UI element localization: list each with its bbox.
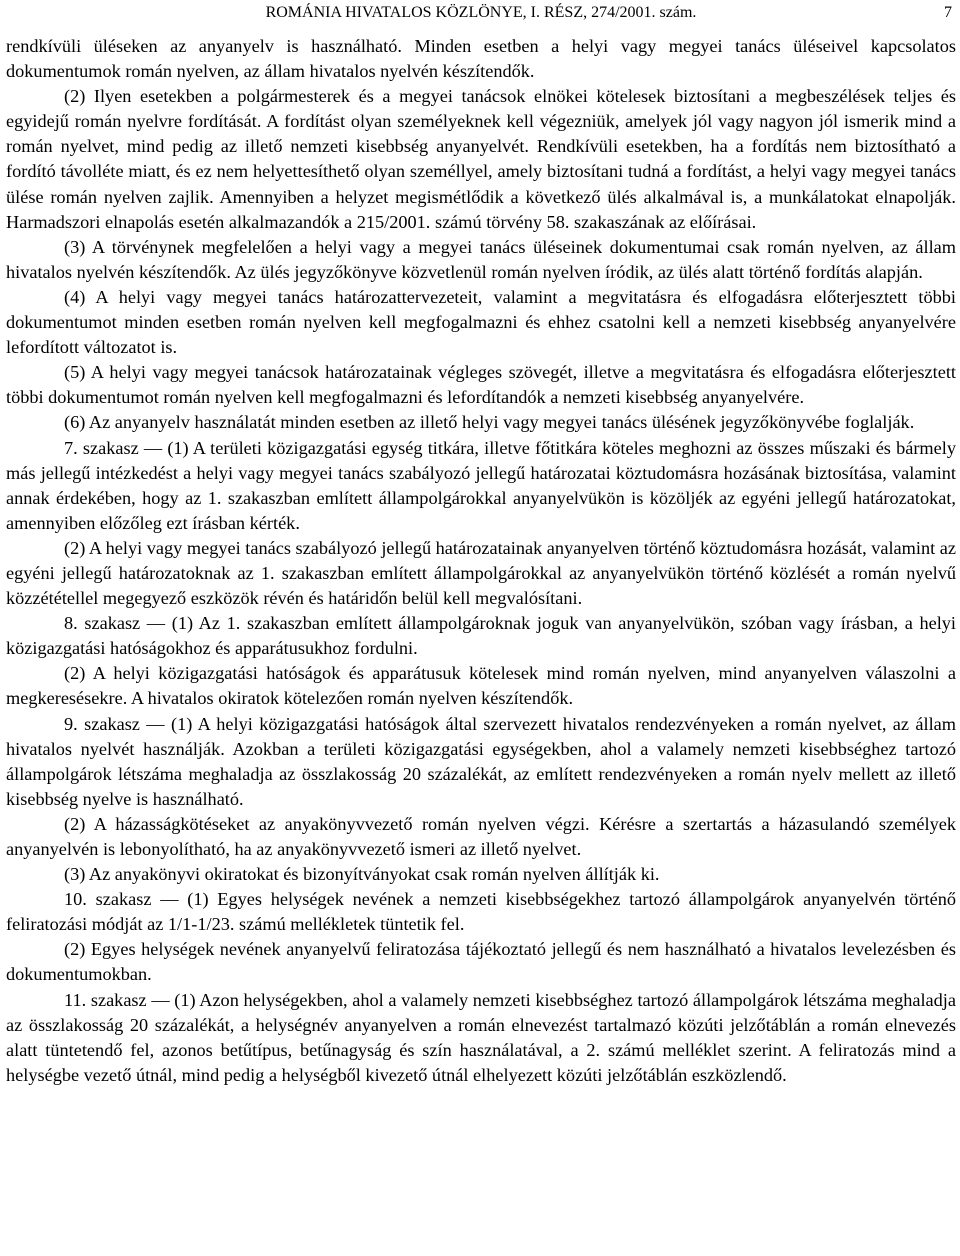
section-9-paragraph-1: 9. szakasz — (1) A helyi közigazgatási hatóságok által szervezett hivatalos rendezvényeken a román nyelvet, az állam hivatalos nyelvét használják. Azokban a területi közigazgatási egységekben, ahol a valamely nemzeti kisebbséghez tartozó állampolgárok létszáma meghaladja az összlakosság 20 százalékát, az említett rendezvényeken a román nyelv mellett az illető kisebbség nyelve is használható. (6, 713, 956, 809)
section-10-paragraph-2: (2) Egyes helységek nevének anyanyelvű feliratozása tájékoztató jellegű és nem használható a hivatalos levelezésben és dokumentumokban. (6, 939, 956, 985)
section-10-paragraph-1: 10. szakasz — (1) Egyes helységek nevének a nemzeti kisebbségekhez tartozó állampolgárok anyanyelvén történő feliratozási módját az 1/1-1/23. számú mellékletek tüntetik fel. (6, 889, 956, 935)
section-7-paragraph-2: (2) A helyi vagy megyei tanács szabályozó jellegű határozatainak anyanyelven történő köztudomásra hozását, valamint az egyéni jellegű határozatoknak az 1. szakaszban említett állampolgárokkal az anyanyelvükön történő közlését a román nyelvű közzététellel megegyező eszközök révén és határidőn belül kell megvalósítani. (6, 537, 956, 609)
paragraph-6-2: (2) Ilyen esetekben a polgármesterek és a megyei tanácsok elnökei kötelesek biztosítani a megbeszélések teljes és egyidejű román nyelvre fordítását. A fordítást olyan személyeknek kell végezniük, amelyek jól vagy nagyon jól ismerik mind a román nyelvet, mind pedig az illető nemzeti kisebbség anyanyelvét. Rendkívüli esetekben, ha a fordítás nem biztosítható a fordító távolléte miatt, és ez nem helyettesíthető olyan személlyel, amely biztosítani tudná a fordítást, a helyi vagy megyei tanács ülése román nyelven zajlik. Amennyiben a helyzet megismétlődik a következő ülés alkalmával is, a munkálatokat elnapolják. Harmadszori elnapolás esetén alkalmazandók a 215/2001. számú törvény 58. szakaszának az előírásai. (6, 86, 956, 232)
section-8-paragraph-1: 8. szakasz — (1) Az 1. szakaszban említett állampolgároknak joguk van anyanyelvükön, szóban vagy írásban, a helyi közigazgatási hatóságokhoz és apparátusukhoz fordulni. (6, 613, 956, 659)
header-title: ROMÁNIA HIVATALOS KÖZLÖNYE, I. RÉSZ, 274/2001. szám. (265, 4, 697, 21)
body-text (6, 34, 956, 1088)
section-7-paragraph-1: 7. szakasz — (1) A területi közigazgatási egység titkára, illetve főtitkára köteles meghozni az összes műszaki és bármely más jellegű intézkedést a helyi vagy megyei tanács szabályozó jellegű határozatai köztudomásra hozásának biztosítása, valamint annak érdekében, hogy az 1. szakaszban említett állampolgárokkal anyanyelvükön is közöljék az egyéni jellegű határozatokat, amennyiben előzőleg ezt írásban kérték. (6, 437, 956, 533)
paragraph-6-4: (4) A helyi vagy megyei tanács határozattervezeteit, valamint a megvitatásra és elfogadásra előterjesztett többi dokumentumot minden esetben román nyelven kell megfogalmazni és ehhez csatolni kell a nemzeti kisebbség anyanyelvére lefordított változatot is. (6, 286, 956, 358)
paragraph-6-3: (3) A törvénynek megfelelően a helyi vagy a megyei tanács üléseinek dokumentumai csak román nyelven, az állam hivatalos nyelvén készítendők. Az ülés jegyzőkönyve közvetlenül román nyelven íródik, az ülés alatt történő fordítás alapján. (6, 236, 956, 282)
section-11-paragraph-1: 11. szakasz — (1) Azon helységekben, ahol a valamely nemzeti kisebbséghez tartozó állampolgárok létszáma meghaladja az összlakosság 20 százalékát, a helységnév anyanyelven a román elnevezést tartalmazó közúti jelzőtáblán a román elnevezés alatt tüntetendő fel, azonos betűtípus, betűnagyság és szín használatával, a 2. számú melléklet szerint. A feliratozás mind a helységbe vezető útnál, mind pedig a helységből kivezető útnál elhelyezett közúti jelzőtáblán eszközlendő. (6, 989, 956, 1085)
page-number: 7 (944, 4, 952, 21)
paragraph-6-6: (6) Az anyanyelv használatát minden esetben az illető helyi vagy megyei tanács ülésének jegyzőkönyvébe foglalják. (64, 412, 915, 433)
paragraph-continuation: rendkívüli üléseken az anyanyelv is használható. Minden esetben a helyi vagy megyei tanács üléseivel kapcsolatos dokumentumok román nyelven, az állam hivatalos nyelvén készítendők. (6, 36, 956, 82)
running-header (6, 0, 956, 26)
section-8-paragraph-2: (2) A helyi közigazgatási hatóságok és apparátusuk kötelesek mind román nyelven, mind anyanyelven válaszolni a megkeresésekre. A hivatalos okiratok kötelezően román nyelven készítendők. (6, 663, 956, 709)
section-9-paragraph-3: (3) Az anyakönyvi okiratokat és bizonyítványokat csak román nyelven állítják ki. (64, 864, 660, 885)
paragraph-6-5: (5) A helyi vagy megyei tanácsok határozatainak végleges szövegét, illetve a megvitatásra és elfogadásra előterjesztett többi dokumentumot román nyelven kell megfogalmazni és lefordítandók a nemzeti kisebbség anyanyelvére. (6, 362, 956, 408)
section-9-paragraph-2: (2) A házasságkötéseket az anyakönyvvezető román nyelven végzi. Kérésre a szertartás a házasulandó személyek anyanyelvén is lebonyolítható, ha az anyakönyvvezető ismeri az illető nyelvet. (6, 813, 956, 859)
